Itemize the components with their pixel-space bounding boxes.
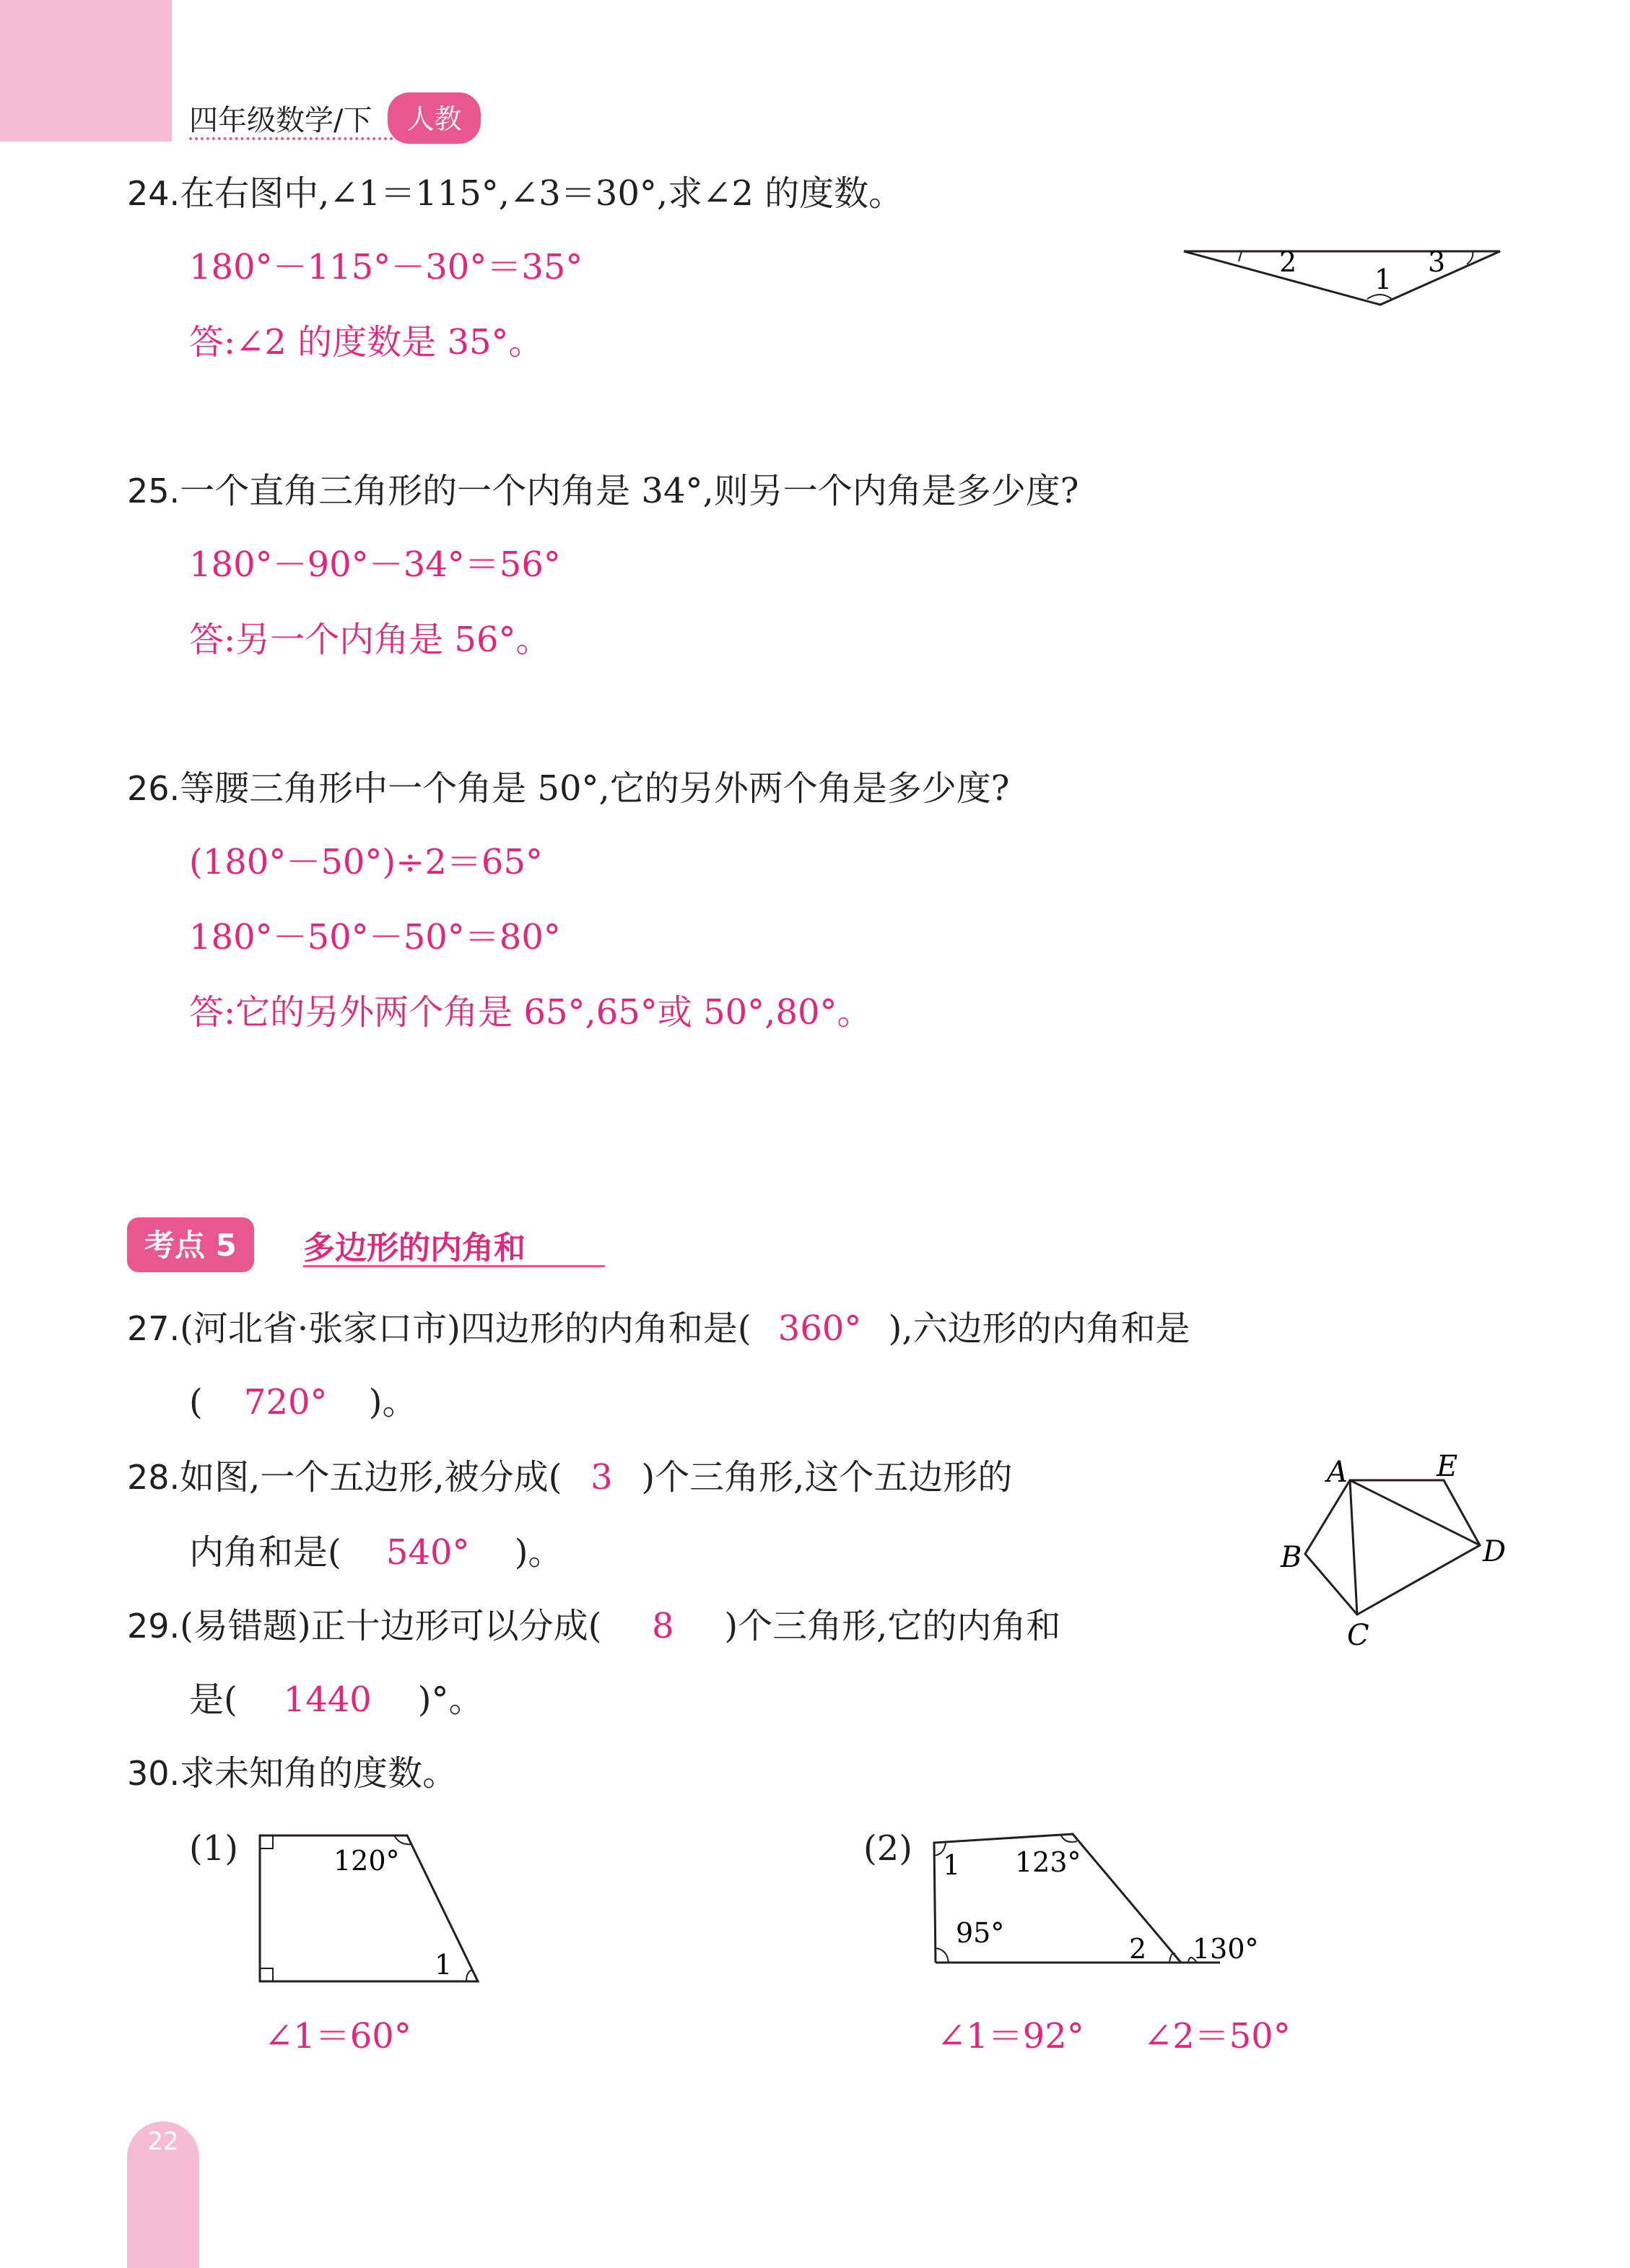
q26-answer: 答:它的另外两个角是 65°,65°或 50°,80°。 xyxy=(189,992,872,1033)
label-angle-2: 2 xyxy=(1279,246,1297,278)
question-27 xyxy=(127,1308,1190,1349)
triangle-shape xyxy=(1184,251,1500,305)
q25-answer: 答:另一个内角是 56°。 xyxy=(189,620,551,660)
answer-blank: 720° xyxy=(243,1382,328,1422)
angle-95-label: 95° xyxy=(956,1917,1005,1949)
question-text: ),六边形的内角和是 xyxy=(888,1308,1190,1349)
q30-part-2-answer-1: ∠1＝92° xyxy=(937,2016,1084,2056)
angle-1-label: 1 xyxy=(943,1849,961,1881)
triangle-figure xyxy=(1177,238,1509,318)
question-text: )°。 xyxy=(417,1680,484,1720)
header-title: 四年级数学/下 xyxy=(189,104,372,137)
label-angle-1: 1 xyxy=(1374,264,1393,295)
q24-answer: 答:∠2 的度数是 35°。 xyxy=(189,322,544,362)
section-badge: 考点 5 xyxy=(127,1217,254,1272)
answer-blank: 360° xyxy=(777,1308,862,1349)
question-number: 30. xyxy=(127,1754,180,1793)
question-text: (河北省·张家口市)四边形的内角和是( xyxy=(180,1308,751,1349)
question-text: )个三角形,这个五边形的 xyxy=(641,1457,1013,1498)
question-text: (易错题)正十边形可以分成( xyxy=(180,1606,602,1646)
section-title: 多边形的内角和 xyxy=(303,1230,526,1266)
question-26 xyxy=(127,768,1010,809)
q30-part-1-answer: ∠1＝60° xyxy=(264,2016,411,2056)
quadrilateral-figure-2 xyxy=(924,1824,1271,1976)
answer-blank: 3 xyxy=(590,1457,613,1498)
question-29-line-2 xyxy=(189,1680,484,1720)
answer-blank: 540° xyxy=(385,1532,470,1573)
angle-2-mark xyxy=(1239,251,1242,261)
question-25 xyxy=(127,471,1079,511)
question-28 xyxy=(127,1457,1013,1498)
pentagon-figure xyxy=(1271,1444,1516,1661)
q30-part-2-answer-2: ∠2＝50° xyxy=(1143,2016,1291,2056)
vertex-b-label: B xyxy=(1281,1541,1302,1574)
answer-blank: 8 xyxy=(652,1606,674,1646)
question-text: ( xyxy=(189,1382,203,1422)
question-30 xyxy=(127,1753,458,1794)
question-text: 一个直角三角形的一个内角是 34°,则另一个内角是多少度? xyxy=(180,471,1079,511)
answer-blank: 1440 xyxy=(283,1680,372,1720)
header-badge: 人教 xyxy=(388,92,480,144)
angle-3-mark xyxy=(1467,251,1473,264)
question-27-line-2 xyxy=(189,1382,417,1422)
question-number: 28. xyxy=(127,1458,180,1497)
question-text: 如图,一个五边形,被分成( xyxy=(180,1457,562,1498)
vertex-c-label: C xyxy=(1347,1619,1369,1652)
vertex-e-label: E xyxy=(1437,1450,1458,1483)
section-underline xyxy=(303,1265,605,1267)
question-text: 等腰三角形中一个角是 50°,它的另外两个角是多少度? xyxy=(180,768,1010,809)
question-text: 在右图中,∠1＝115°,∠3＝30°,求∠2 的度数。 xyxy=(180,173,904,214)
question-text: )个三角形,它的内角和 xyxy=(724,1606,1061,1646)
question-number: 27. xyxy=(127,1309,180,1348)
vertex-a-label: A xyxy=(1327,1456,1348,1489)
angle-1-label: 1 xyxy=(435,1949,453,1981)
page-number: 22 xyxy=(147,2127,179,2156)
right-angle-mark-bottom xyxy=(260,1968,273,1981)
question-number: 24. xyxy=(127,174,180,213)
question-text: )。 xyxy=(514,1532,563,1573)
angle-130-label: 130° xyxy=(1193,1933,1259,1965)
question-text: 内角和是( xyxy=(189,1532,341,1573)
question-text: )。 xyxy=(368,1382,417,1422)
question-number: 29. xyxy=(127,1607,180,1646)
label-angle-3: 3 xyxy=(1428,246,1446,278)
q30-part-2-label: (2) xyxy=(863,1828,912,1869)
q25-calc: 180°－90°－34°＝56° xyxy=(189,544,561,585)
diagonal-ac xyxy=(1350,1480,1357,1615)
question-number: 25. xyxy=(127,472,180,510)
angle-2-label: 2 xyxy=(1129,1933,1147,1965)
angle-120-label: 120° xyxy=(334,1845,400,1877)
angle-123-label: 123° xyxy=(1015,1846,1081,1878)
vertex-d-label: D xyxy=(1483,1535,1507,1568)
header-divider xyxy=(189,137,427,140)
trapezoid-figure-1 xyxy=(253,1824,491,1990)
question-24 xyxy=(127,173,904,214)
question-28-line-2 xyxy=(189,1532,563,1573)
question-number: 26. xyxy=(127,769,180,808)
question-29 xyxy=(127,1606,1061,1646)
diagonal-ad xyxy=(1350,1480,1480,1545)
q24-calc: 180°－115°－30°＝35° xyxy=(189,247,583,287)
question-text: 求未知角的度数。 xyxy=(180,1753,458,1794)
angle-1-mark xyxy=(466,1970,473,1981)
question-text: 是( xyxy=(189,1680,237,1720)
right-angle-mark-top xyxy=(260,1835,273,1848)
angle-95-mark xyxy=(936,1948,949,1963)
corner-decoration xyxy=(0,0,172,142)
q30-part-1-label: (1) xyxy=(189,1828,238,1869)
q26-calc-1: (180°－50°)÷2＝65° xyxy=(189,842,543,882)
q26-calc-2: 180°－50°－50°＝80° xyxy=(189,917,561,957)
page-header xyxy=(189,92,481,144)
